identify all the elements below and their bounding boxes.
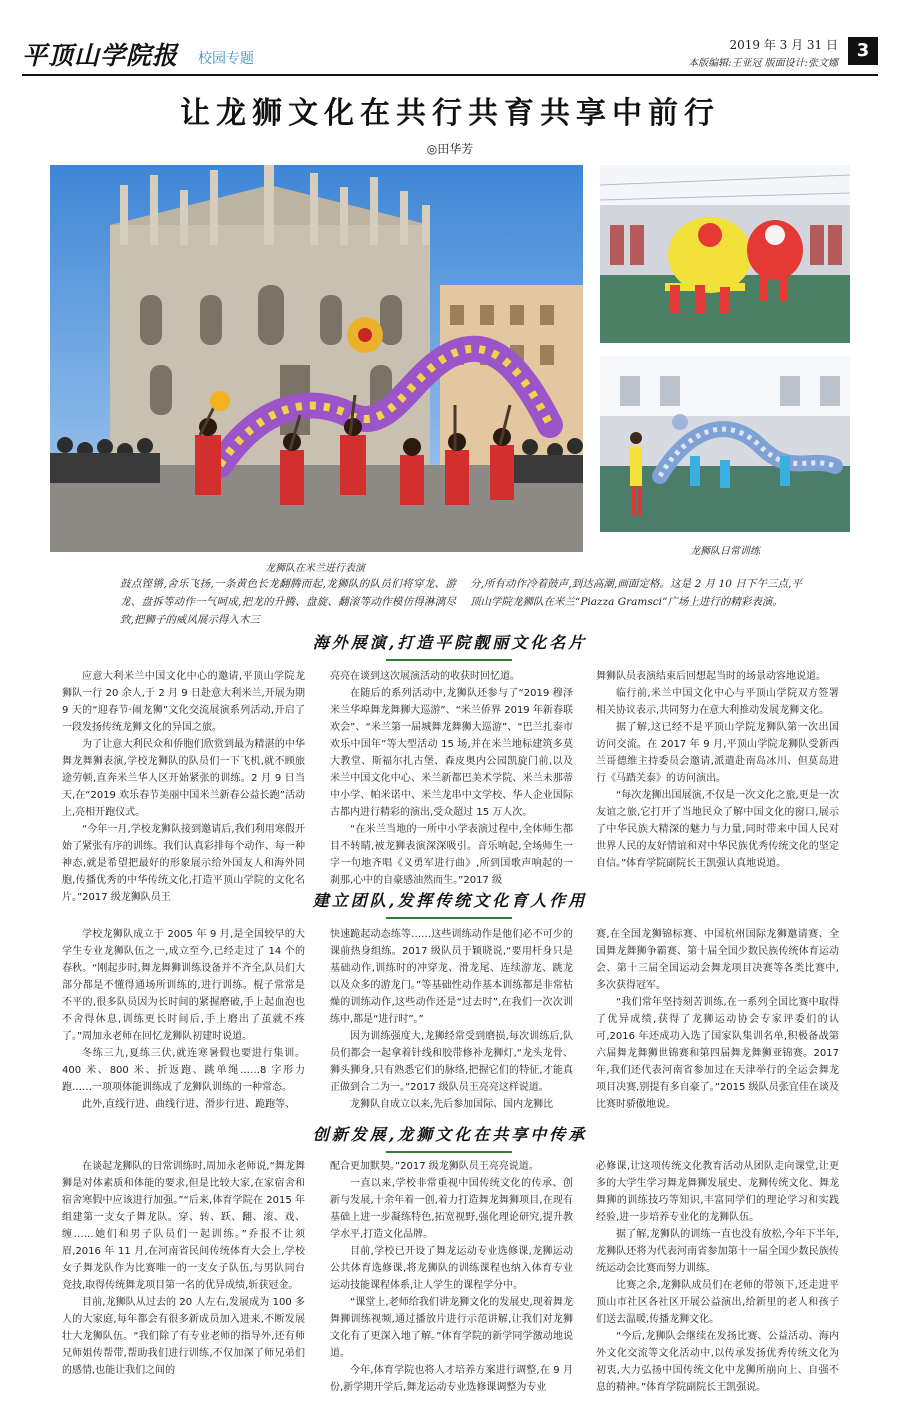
paragraph: 此外,直线行进、曲线行进、滑步行进、跪跑等、 [82, 1099, 296, 1110]
paragraph: 龙狮队自成立以来,先后参加国际、国内龙狮比 [350, 1099, 554, 1110]
paragraph: “我们常年坚持刻苦训练,在一系列全国比赛中取得了优异成绩,获得了龙狮运动协会专家评委们的认可,2016 年还成功入选了国家队集训名单,积极备战第六届舞龙舞狮世锦赛和第四届舞龙舞狮亚锦赛。2017 年,我们还代表河南省参加过在天津举行的全运会舞龙项目决赛,别提有多自豪了。”2015 级队员张宜佳在谈及比赛时骄傲地说。 [596, 997, 839, 1110]
section2-column-1 [62, 926, 305, 1113]
section-rule-3 [386, 1151, 512, 1153]
page-credits: 本版编辑:王亚冠 版面设计:张文娜 [688, 58, 838, 69]
paragraph: “课堂上,老师给我们讲龙狮文化的发展史,现着舞龙舞狮训练视频,通过播放片进行示范讲解,让我们对龙狮文化有了更深入地了解。”体育学院的新学同学激动地说道。 [330, 1297, 573, 1359]
masthead [22, 36, 878, 72]
paragraph: 舞狮队员表演结束后回想起当时的场景动容地说道。 [596, 671, 826, 682]
paragraph: 冬练三九,夏练三伏,就连寒暑假也要进行集训。400 米、800 米、折返跑、跳单绳……8 字形力跑……一项项体能训练成了龙狮队训练的一种常态。 [62, 1048, 305, 1093]
paragraph: “每次龙狮出国展演,不仅是一次文化之旅,更是一次友谊之旅,它打开了当地民众了解中国文化的窗口,展示了中华民族大精深的魅力与力量,同时带来中国人民对世界人民的友好情谊和对中华民族优秀传统文化的坚定自信。”体育学院副院长王凯强认真地说道。 [596, 790, 839, 869]
paragraph: 据了解,这已经不是平顶山学院龙狮队第一次出国访问交流。在 2017 年 9 月,平顶山学院龙狮队受新西兰哥德维主持委员会邀请,派遣赴南岛冰川、但莫岛进行《马踏关泰》的访问演出。 [596, 722, 839, 784]
paragraph: 学校龙狮队成立于 2005 年 9 月,是全国较早的大学生专业龙狮队伍之一,成立至今,已经走过了 14 个的春秋。“刚起步时,舞龙舞狮训练设备并不齐全,队员们大部分都是不懂得通场所训练的,进行训练。棍子常常是不平的,很多队员因为长时间的紧握磨破,手上起血泡也不舍得休息,训练更长时间后,手上磨出了茧就不疼了。”周加永老师在回忆龙狮队初建时说道。 [62, 929, 305, 1042]
article-author: ◎田华芳 [426, 142, 474, 156]
paragraph: 一直以来,学校非常重视中国传统文化的传承、创新与发展,十余年着一创,着力打造舞龙舞狮项目,在现有基础上进一步凝练特色,拓宽视野,强化理论研究,提升教学水平,打造文化品牌。 [330, 1178, 573, 1240]
paragraph: 快速跪起动态练等……这些训练动作是他们必不可少的课前热身组练。2017 级队员于颖晓说,“要用杆身只是基础动作,训练时的冲穿龙、滑龙尾、连续游龙、跳龙以及众多的游龙门。”等基础性动作基本训练都是非常枯燥的训练动作,这些动作还是“过去时”,在我们一次次训练中,都是“进行时”。” [330, 929, 573, 1025]
paper-name: 平顶山学院报 [22, 41, 179, 70]
paragraph: 应意大利米兰中国文化中心的邀请,平顶山学院龙狮队一行 20 余人,于 2 月 9 日赴意大利米兰,开展为期 9 天的“迎春节·闹龙狮”文化交流展演系列活动,开启了一段发扬传统龙狮文化的异国之旅。 [62, 671, 305, 733]
page-number: 3 [848, 37, 878, 65]
paragraph: “今后,龙狮队会继续在发扬比赛、公益活动、海内外文化交流等文化活动中,以传承发扬优秀传统文化为初衷,大力弘扬中国传统文化中龙狮所崩向上、自强不息的精神。”体育学院副院长王凯强说。 [596, 1331, 839, 1393]
section3-column-3 [596, 1158, 839, 1396]
photo-lion-training [600, 165, 850, 343]
section2-column-3 [596, 926, 839, 1113]
paragraph: 目前,学校已开设了舞龙运动专业选修课,龙狮运动公共体育选修课,将龙狮队的训练课程也纳入体育专业运动技能课程体系,让人学生的课程学分中。 [330, 1246, 573, 1291]
paragraph: 配合更加默契。”2017 级龙狮队员王亮亮说道。 [330, 1161, 539, 1172]
paragraph: “在米兰当地的一所中小学表演过程中,全体师生都目不转睛,被龙狮表演深深吸引。音乐响起,全场师生一字一句地齐唱《义勇军进行曲》,所到国歌声响起的一刹那,心中的自豪感油然而生。”2017 级 [330, 824, 573, 886]
section-heading-3: 创新发展,龙狮文化在共享中传承 [312, 1125, 588, 1144]
section1-column-3 [596, 668, 839, 872]
photo-milan-performance [50, 165, 583, 552]
lead-paragraph-left: 鼓点铿锵,舍乐飞扬,一条黄色长龙翻腾而起,龙狮队的队员们将穿龙、游龙、盘拆等动作一气呵成,把龙的升腾、盘旋、翻滚等动作模仿得淋漓尽致,把狮子的威风展示得入木三 [120, 578, 456, 626]
paragraph: 亮亮在谈到这次展演活动的收获时回忆道。 [330, 671, 520, 682]
section3-column-2 [330, 1158, 573, 1396]
section-name: 校园专题 [198, 51, 254, 67]
paragraph: 因为训练强度大,龙狮经常受到磨损,每次训练后,队员们都会一起拿着针线和胶带修补龙狮灯,“龙头龙骨、狮头狮身,只有熟悉它们的脉络,把握它们的特征,才能真正做到合二为一。”2017 级队员王亮亮这样说道。 [330, 1031, 573, 1093]
section-rule-1 [386, 659, 512, 661]
section1-column-1 [62, 668, 305, 906]
caption-milan: 龙狮队在米兰进行表演 [265, 563, 365, 574]
section1-column-2 [330, 668, 573, 889]
paragraph: “今年一月,学校龙狮队接到邀请后,我们利用寒假开始了紧张有序的训练。我们认真彩排每个动作、每一种神态,就是希望把最好的形象展示给外国友人和海外同胞,传播优秀的中华传统文化,打造平顶山学院的文化名片。”2017 级龙狮队员王 [62, 824, 305, 903]
paragraph: 在谈起龙狮队的日常训练时,周加永老师说,“舞龙舞狮是对体素质和体能的要求,但是比较大家,在家宿舍和宿舍寒假中应该进行加强。”“后来,体育学院在 2015 年组建第一支女子舞龙队。穿、转、跃、翻、滚、戏、缠……她们和男子队员们一起训练。”乔报不让须眉,2016 年 11 月,在河南省民间传统体育大会上,学校女子舞龙队作为比赛唯一的一支女子队伍,与男队同台竞技,取得传统舞龙项目第一名的优异成绩,斩获冠金。 [62, 1161, 305, 1291]
paragraph: 赛,在全国龙狮锦标赛、中国杭州国际龙狮邀请赛、全国舞龙舞狮争霸赛、第十届全国少数民族传统体育运动会、第十三届全国运动会舞龙项目决赛等各类比赛中,多次获得冠军。 [596, 929, 839, 991]
photo-dragon-training [600, 356, 850, 532]
paragraph: 在随后的系列活动中,龙狮队还参与了“2019 穆泽米兰华埠舞龙舞狮大巡游”、“米兰侨界 2019 年新春联欢会”、“米兰第一届城舞龙舞狮大巡游”、“巴兰扎泰市欢乐中国年”等大型活动 15 场,并在米兰地标建筑多莫大教堂、斯福尔扎古堡、森皮奥内公园凯旋门前,以及米兰中国文化中心、米兰新都巴美术学院、米兰未那蒂中小学、帕米诺中、米兰龙串中文学校、华人企业国际古都内进行精彩的演出,受众超过 15 万人次。 [330, 688, 573, 818]
paragraph: 临行前,米兰中国文化中心与平顶山学院双方签署相关协议表示,共同努力在意大利推动发展龙狮文化。 [596, 688, 839, 716]
section2-column-2 [330, 926, 573, 1113]
paragraph: 为了让意大利民众和侨胞们欣赏到最为精湛的中华舞龙舞狮表演,学校龙狮队的队员们一下飞机,就不顾旅途劳顿,直奔米兰华人区开始紧张的训练。2 月 9 日当天,在“2019 欢乐春节美丽中国米兰新春公益长跑”活动上,亮相开跑仪式。 [62, 739, 305, 818]
section3-column-1 [62, 1158, 305, 1379]
paragraph: 今年,体育学院也将人才培养方案进行调整,在 9 月份,新学期开学后,舞龙运动专业选修课调整为专业 [330, 1365, 573, 1393]
article-headline: 让龙狮文化在共行共育共享中前行 [180, 96, 720, 131]
section-heading-2: 建立团队,发挥传统文化育人作用 [312, 891, 588, 910]
lead-paragraph-right: 分,所有动作冷着鼓声,到达高潮,画面定格。这是 2 月 10 日下午三点,平顶山学院龙狮队在米兰“Piazza Gramsci”广场上进行的精彩表演。 [470, 578, 802, 608]
section-rule-2 [386, 917, 512, 919]
masthead-rule [22, 74, 878, 76]
caption-training: 龙狮队日常训练 [690, 546, 760, 557]
issue-date: 2019 年 3 月 31 日 [729, 38, 838, 52]
paragraph: 据了解,龙狮队的训练一直也没有放松,今年下半年,龙狮队还将为代表河南省参加第十一届全国少数民族传统运动会比赛而努力训练。 [596, 1229, 839, 1274]
paragraph: 比赛之余,龙狮队成员们在老师的带领下,还走进平顶山市社区各社区开展公益演出,给新里的老人和孩子们送去温暖,传播龙狮文化。 [596, 1280, 839, 1325]
paragraph: 必修课,让这项传统文化教育活动从团队走向课堂,让更多的大学生学习舞龙舞狮发展史、龙狮传统文化、舞龙舞狮的训练技巧等知识,丰富同学们的理论学习和实践经验,进一步培养专业化的龙狮队伍。 [596, 1161, 839, 1223]
paragraph: 目前,龙狮队从过去的 20 人左右,发展成为 100 多人的大家庭,每年都会有很多新成员加入进来,不断发展壮大龙狮队伍。“我们除了有专业老师的指导外,还有师兄师姐传帮带,帮助我们进行训练,不仅加深了师兄弟们的感情,也能让我们之间的 [62, 1297, 305, 1376]
section-heading-1: 海外展演,打造平院靓丽文化名片 [312, 633, 588, 652]
